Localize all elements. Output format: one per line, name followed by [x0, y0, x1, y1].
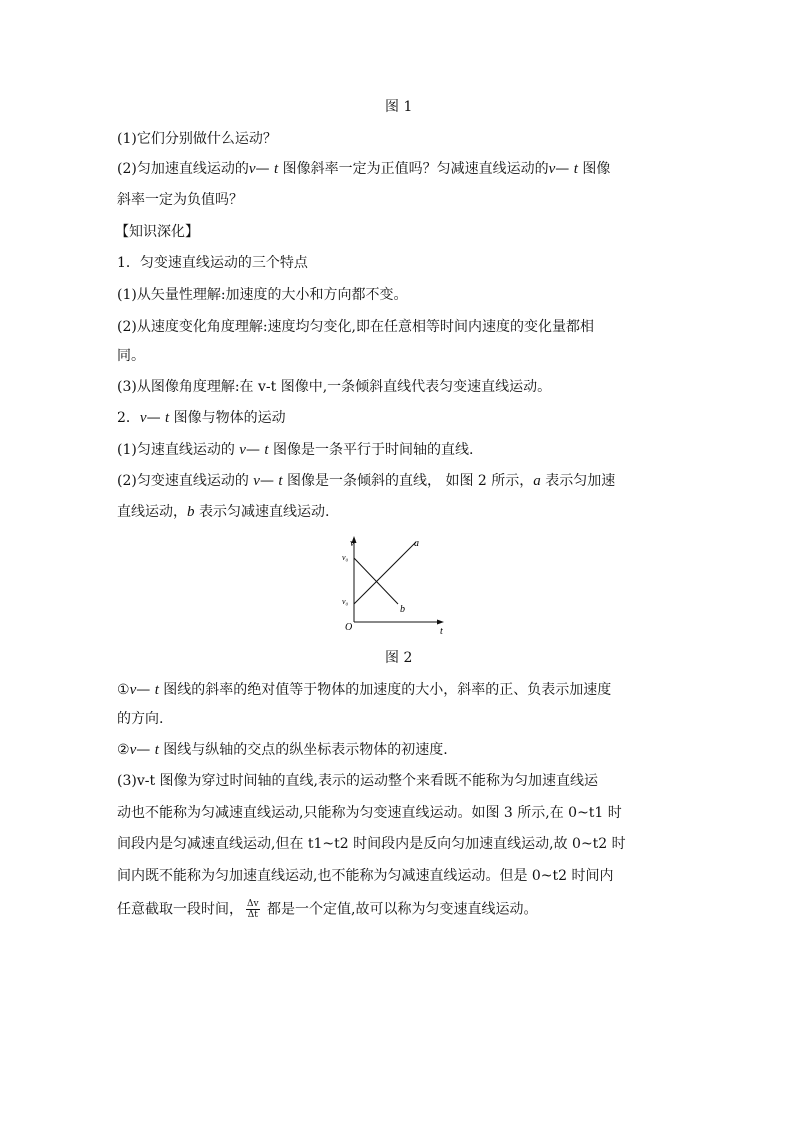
heading-2-item-2-line-2: 直线运动，b 表示匀减速直线运动. — [117, 504, 330, 520]
question-2-line-2: 斜率一定为负值吗？ — [117, 192, 243, 208]
t-axis-arrow — [437, 620, 444, 625]
point-3-line-1: (3)v-t 图像为穿过时间轴的直线,表示的运动整个来看既不能称为匀加速直线运 — [117, 773, 598, 789]
heading-2-item-2-line-1: (2)匀变速直线运动的 v— t 图像是一条倾斜的直线， 如图 2 所示，a 表示匀加速 — [117, 473, 616, 489]
v-upper-label: v₀ — [342, 553, 349, 562]
heading-1-item-1: (1)从矢量性理解:加速度的大小和方向都不变。 — [117, 287, 408, 303]
question-1: (1)它们分别做什么运动？ — [117, 131, 277, 147]
figure-2-graph — [338, 532, 450, 638]
point-3-line-2: 动也不能称为匀减速直线运动,只能称为匀变速直线运动。如图 3 所示,在 0~t1 时 — [117, 805, 622, 821]
figure-1-caption: 图 1 — [385, 99, 413, 115]
figure-2-caption: 图 2 — [385, 650, 413, 666]
heading-2-item-1: (1)匀速直线运动的 v— t 图像是一条平行于时间轴的直线. — [117, 442, 474, 458]
line-b-label: b — [400, 604, 405, 615]
heading-2: 2．v— t 图像与物体的运动 — [117, 410, 286, 426]
heading-1: 1．匀变速直线运动的三个特点 — [117, 255, 308, 271]
heading-1-item-2-cont: 同。 — [117, 348, 145, 364]
conclusion-1-line-2: 的方向. — [117, 711, 164, 727]
v-lower-label: v₀ — [342, 597, 349, 606]
question-2-line-1: (2)匀加速直线运动的v— t 图像斜率一定为正值吗？匀减速直线运动的v— t 图像 — [117, 161, 611, 177]
line-a — [354, 542, 416, 604]
t-axis-label: t — [440, 626, 443, 637]
section-title: 【知识深化】 — [115, 224, 199, 240]
conclusion-2: ②v— t 图线与纵轴的交点的纵坐标表示物体的初速度. — [117, 742, 448, 758]
v-axis-label: v — [350, 538, 355, 549]
origin-label: O — [345, 622, 353, 633]
point-3-line-4: 间内既不能称为匀加速直线运动,也不能称为匀减速直线运动。但是 0~t2 时间内 — [117, 868, 614, 884]
point-3-line-5: 任意截取一段时间， $\frac{\Delta v}{\Delta t}$ 都是一个定值,故可以称为匀变速直线运动。 — [117, 899, 538, 920]
delta-v-over-delta-t-fraction: $\frac{\Delta v}{\Delta t}$ — [247, 899, 259, 920]
conclusion-1-line-1: ①v— t 图线的斜率的绝对值等于物体的加速度的大小，斜率的正、负表示加速度 — [117, 682, 612, 698]
line-a-label: a — [414, 538, 419, 549]
point-3-line-3: 间段内是匀减速直线运动,但在 t1~t2 时间段内是反向匀加速直线运动,故 0~t2 时 — [117, 836, 626, 852]
heading-1-item-2: (2)从速度变化角度理解:速度均匀变化,即在任意相等时间内速度的变化量都相 — [117, 319, 594, 335]
heading-1-item-3: (3)从图像角度理解:在 v-t 图像中,一条倾斜直线代表匀变速直线运动。 — [117, 379, 552, 395]
